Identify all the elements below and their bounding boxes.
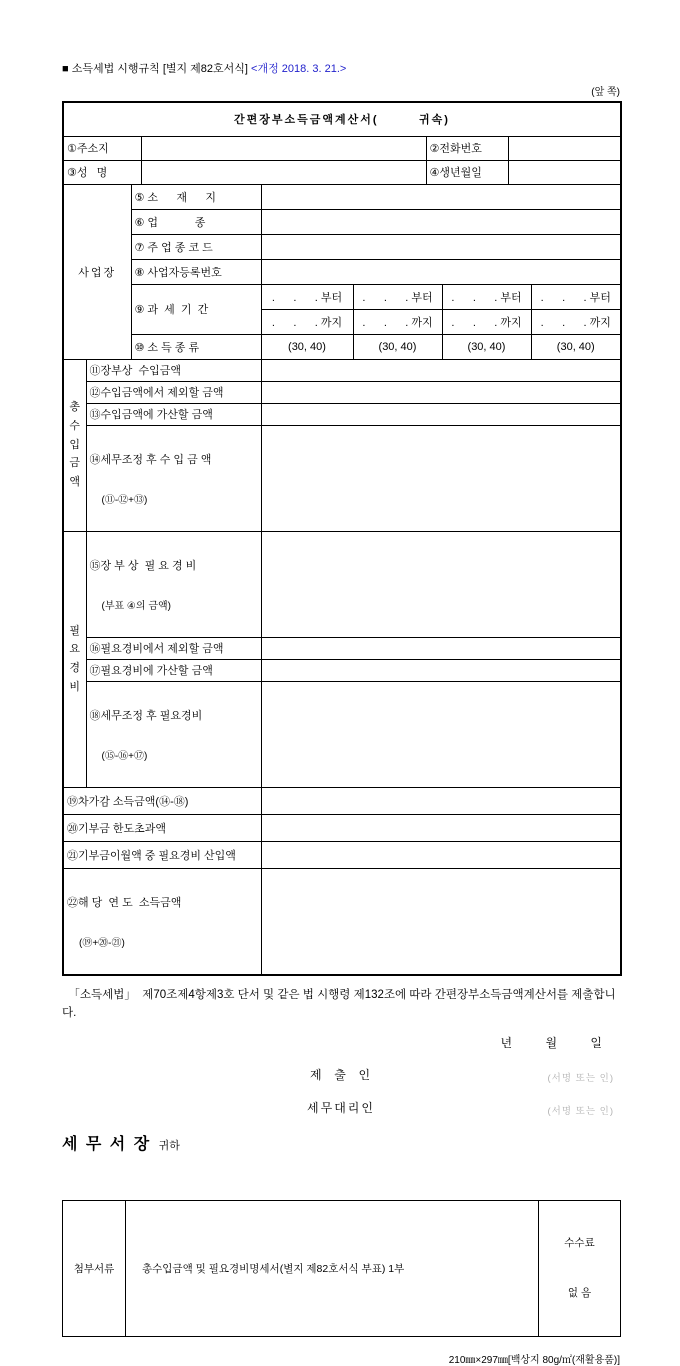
row14-value[interactable]: [261, 425, 621, 531]
fee-value: 없 음: [567, 1287, 592, 1300]
expenses-vertical-label: 필요경비: [63, 531, 86, 787]
recipient-suffix: 귀하: [158, 1140, 180, 1153]
row13-label: ⑬수입금액에 가산할 금액: [86, 403, 261, 425]
revision-note: <개정 2018. 3. 21.>: [251, 63, 347, 75]
row14-label: ⑭세무조정 후 수 입 금 액: [89, 453, 212, 466]
total-revenue-vertical-label: 총수입금액: [63, 359, 86, 531]
income-type-2[interactable]: (30, 40): [353, 334, 442, 359]
law-reference-line: [62, 60, 620, 76]
form-title: 간편장부소득금액계산서( 귀속): [63, 102, 621, 136]
row18-value[interactable]: [261, 681, 621, 787]
row20-label: ⑳기부금 한도초과액: [63, 814, 261, 841]
recipient-title: 세 무 서 장: [62, 1136, 152, 1154]
row18-sub-label: (⑮-⑯+⑰): [101, 750, 148, 762]
row18-label-cell: [86, 681, 261, 787]
phone-value[interactable]: [508, 136, 621, 160]
birth-value[interactable]: [508, 160, 621, 184]
row16-label: ⑯필요경비에서 제외할 금액: [86, 637, 261, 659]
period-to-3[interactable]: . . . 까지: [442, 309, 531, 334]
industry-code-value[interactable]: [261, 234, 621, 259]
fee-cell: [539, 1201, 621, 1336]
tax-agent-row: [62, 1099, 620, 1117]
attachment-table: [62, 1200, 621, 1336]
main-form-table: [62, 101, 622, 976]
period-from-1[interactable]: . . . 부터: [261, 284, 353, 309]
row20-value[interactable]: [261, 814, 621, 841]
row12-label: ⑫수입금액에서 제외할 금액: [86, 381, 261, 403]
row17-value[interactable]: [261, 659, 621, 681]
row22-sub-label: (⑲+⑳-㉑): [79, 937, 125, 949]
row18-label: ⑱세무조정 후 필요경비: [89, 709, 203, 722]
workplace-group-label: 사업장: [63, 184, 131, 359]
row22-label-cell: [63, 868, 261, 975]
business-type-value[interactable]: [261, 209, 621, 234]
period-to-2[interactable]: . . . 까지: [353, 309, 442, 334]
row19-label: ⑲차가감 소득금액(⑭-⑱): [63, 787, 261, 814]
period-to-1[interactable]: . . . 까지: [261, 309, 353, 334]
reg-number-value[interactable]: [261, 259, 621, 284]
date-line: 년 월 일: [500, 1036, 602, 1051]
address-value[interactable]: [141, 136, 426, 160]
period-from-3[interactable]: . . . 부터: [442, 284, 531, 309]
fee-label: 수수료: [564, 1236, 595, 1249]
name-value[interactable]: [141, 160, 426, 184]
birth-label: ④생년월일: [426, 160, 508, 184]
attachment-label: 첨부서류: [63, 1201, 126, 1336]
row12-value[interactable]: [261, 381, 621, 403]
row21-value[interactable]: [261, 841, 621, 868]
row16-value[interactable]: [261, 637, 621, 659]
declaration-text: 「소득세법」 제70조제4항제3호 단서 및 같은 법 시행령 제132조에 따라 간편장부소득금액계산서를 제출합니다.: [62, 988, 616, 1019]
period-from-4[interactable]: . . . 부터: [531, 284, 621, 309]
phone-label: ②전화번호: [426, 136, 508, 160]
tax-agent-label: 세무대리인: [307, 1101, 375, 1116]
attachment-content: 총수입금액 및 필요경비명세서(별지 제82호서식 부표) 1부: [126, 1201, 539, 1336]
address-label: ①주소지: [63, 136, 141, 160]
row13-value[interactable]: [261, 403, 621, 425]
income-type-4[interactable]: (30, 40): [531, 334, 621, 359]
recipient-row: [62, 1131, 620, 1154]
income-type-3[interactable]: (30, 40): [442, 334, 531, 359]
tax-agent-sign-note: (서명 또는 인): [547, 1106, 614, 1118]
business-type-label: ⑥ 업 종: [131, 209, 261, 234]
submitter-row: [62, 1066, 620, 1084]
paper-spec: 210㎜×297㎜[백상지 80g/㎡(재활용품)]: [448, 1354, 620, 1366]
submitter-sign-note: (서명 또는 인): [547, 1073, 614, 1085]
industry-code-label: ⑦ 주 업 종 코 드: [131, 234, 261, 259]
row11-label: ⑪장부상 수입금액: [86, 359, 261, 381]
row15-label-cell: [86, 531, 261, 637]
name-label: ③성 명: [63, 160, 141, 184]
page-side-label: (앞 쪽): [591, 87, 620, 98]
income-type-1[interactable]: (30, 40): [261, 334, 353, 359]
row14-sub-label: (⑪-⑫+⑬): [101, 494, 148, 506]
row21-label: ㉑기부금이월액 중 필요경비 산입액: [63, 841, 261, 868]
row11-value[interactable]: [261, 359, 621, 381]
row17-label: ⑰필요경비에 가산할 금액: [86, 659, 261, 681]
location-label: ⑤ 소 재 지: [131, 184, 261, 209]
income-type-label: ⑩ 소 득 종 류: [131, 334, 261, 359]
tax-period-label: ⑨ 과 세 기 간: [131, 284, 261, 334]
law-reference-text: ■ 소득세법 시행규칙 [별지 제82호서식]: [62, 63, 252, 75]
row22-label: ㉒해 당 연 도 소득금액: [67, 896, 182, 909]
reg-number-label: ⑧ 사업자등록번호: [131, 259, 261, 284]
row14-label-cell: [86, 425, 261, 531]
row19-value[interactable]: [261, 787, 621, 814]
location-value[interactable]: [261, 184, 621, 209]
row15-label: ⑮장 부 상 필 요 경 비: [89, 559, 197, 572]
submitter-label: 제 출 인: [309, 1068, 373, 1083]
row22-value[interactable]: [261, 868, 621, 975]
form-page: [62, 60, 620, 1366]
row15-sub-label: (부표 ④의 금액): [101, 600, 171, 612]
row15-value[interactable]: [261, 531, 621, 637]
period-to-4[interactable]: . . . 까지: [531, 309, 621, 334]
period-from-2[interactable]: . . . 부터: [353, 284, 442, 309]
